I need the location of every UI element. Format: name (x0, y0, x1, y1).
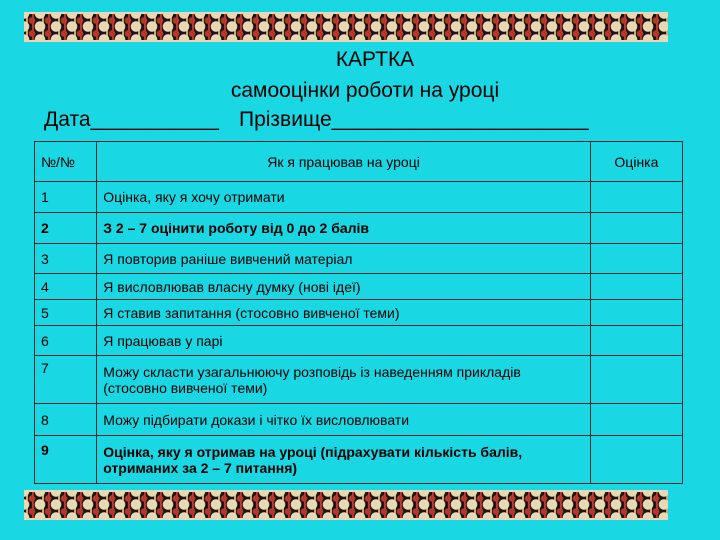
row-number: 6 (35, 326, 97, 356)
table-row (35, 326, 683, 356)
score-cell[interactable] (590, 436, 682, 484)
meta-line (44, 108, 589, 132)
header-task: Як я працював на уроці (97, 142, 591, 182)
score-cell[interactable] (590, 326, 682, 356)
row-text: Я працював у парі (97, 326, 591, 356)
row-text: Можу підбирати докази і чітко їх висловлювати (97, 404, 591, 436)
row-text: Я висловлював власну думку (нові ідеї) (97, 274, 591, 300)
row-number: 9 (35, 436, 97, 484)
table-header-row (35, 142, 683, 182)
row-number: 3 (35, 244, 97, 274)
table-row (35, 213, 683, 244)
date-field[interactable]: Дата___________ (44, 108, 219, 131)
row-number: 8 (35, 404, 97, 436)
table-row (35, 244, 683, 274)
header-score: Оцінка (590, 142, 682, 182)
header-number: №/№ (35, 142, 97, 182)
row-number: 4 (35, 274, 97, 300)
row-number: 5 (35, 300, 97, 326)
row-text: З 2 – 7 оцінити роботу від 0 до 2 балів (97, 213, 591, 244)
row-number: 2 (35, 213, 97, 244)
table-row (35, 404, 683, 436)
score-cell[interactable] (590, 182, 682, 213)
score-cell[interactable] (590, 274, 682, 300)
row-text: Я ставив запитання (стосовно вивченої теми) (97, 300, 591, 326)
table-row (35, 274, 683, 300)
score-cell[interactable] (590, 404, 682, 436)
self-assessment-table (34, 141, 683, 484)
row-text: Оцінка, яку я отримав на уроці (підрахувати кількість балів, отриманих за 2 – 7 питання) (97, 436, 591, 484)
ornament-border-bottom (24, 490, 668, 520)
table-row (35, 436, 683, 484)
row-text: Можу скласти узагальнюючу розповідь із наведенням прикладів (стосовно вивченої теми) (97, 356, 591, 404)
surname-field[interactable]: Прізвище______________________ (238, 108, 589, 131)
row-text: Оцінка, яку я хочу отримати (97, 182, 591, 213)
ornament-border-top (24, 12, 668, 42)
score-cell[interactable] (590, 244, 682, 274)
score-cell[interactable] (590, 213, 682, 244)
row-number: 7 (35, 356, 97, 404)
row-number: 1 (35, 182, 97, 213)
table-row (35, 182, 683, 213)
card-subtitle: самооцінки роботи на уроці (230, 79, 500, 102)
table-row (35, 356, 683, 404)
row-text: Я повторив раніше вивчений матеріал (97, 244, 591, 274)
score-cell[interactable] (590, 356, 682, 404)
card-title: КАРТКА (335, 48, 415, 71)
table-row (35, 300, 683, 326)
score-cell[interactable] (590, 300, 682, 326)
